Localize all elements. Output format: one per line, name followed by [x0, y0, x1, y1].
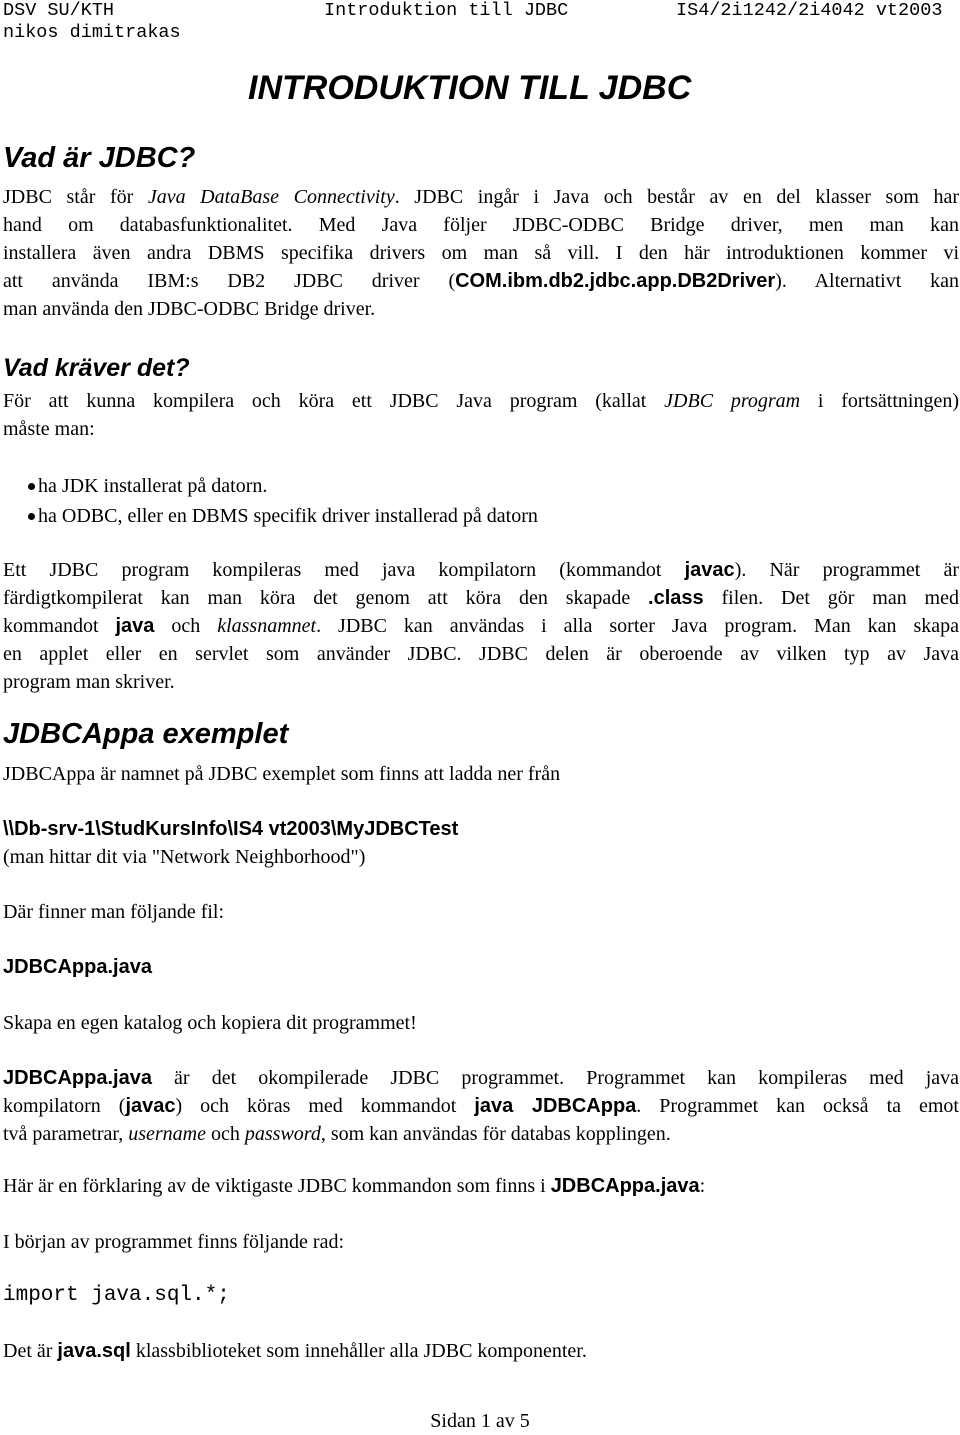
code-line	[3, 1282, 959, 1310]
bullet-icon	[28, 513, 35, 520]
heading-what-is-jdbc: Vad är JDBC?	[3, 142, 196, 174]
path-text: \\Db-srv-1\StudKursInfo\IS4 vt2003\MyJDBCTest	[3, 818, 459, 840]
text-line: I början av programmet finns följande rad:	[3, 1231, 344, 1253]
heading-example: JDBCAppa exemplet	[3, 718, 289, 750]
paragraph-explain-program	[3, 1064, 959, 1148]
text-line: program man skriver.	[3, 671, 175, 693]
paragraph-file-intro	[3, 898, 959, 926]
text-line: JDBC står för Java DataBase Connectivity. JDBC ingår i Java och består av en del klasser som har	[3, 186, 959, 208]
header-doc-title: Introduktion till JDBC	[324, 0, 569, 21]
text-line: färdigtkompilerat kan man köra det genom att köra den skapade .class filen. Det gör man med	[3, 587, 959, 609]
heading-requirements: Vad kräver det?	[3, 354, 190, 382]
text-line: JDBCAppa.java är det okompilerade JDBC programmet. Programmet kan kompileras med java	[3, 1067, 959, 1089]
text-line: en applet eller en servlet som använder JDBC. JDBC delen är oberoende av vilken typ av Java	[3, 643, 959, 665]
text-line: man använda den JDBC-ODBC Bridge driver.	[3, 298, 376, 320]
page-title: INTRODUKTION TILL JDBC	[248, 69, 692, 107]
paragraph-java-sql	[3, 1337, 959, 1365]
file-name	[3, 953, 959, 981]
paragraph-requirements	[3, 387, 959, 443]
text-line: att använda IBM:s DB2 JDBC driver (COM.ibm.db2.jdbc.app.DB2Driver). Alternativt kan	[3, 270, 959, 292]
code-text: import java.sql.*;	[3, 1284, 230, 1307]
header-org: DSV SU/KTH	[3, 0, 115, 21]
paragraph-what-is-jdbc	[3, 183, 959, 323]
bullet-icon	[28, 483, 35, 490]
paragraph-import-intro	[3, 1228, 959, 1256]
text-line: kommandot java och klassnamnet. JDBC kan användas i alla sorter Java program. Man kan skapa	[3, 615, 959, 637]
network-path	[3, 815, 959, 871]
header-author: nikos dimitrakas	[3, 22, 181, 43]
paragraph-example-intro	[3, 760, 959, 788]
text-line: Det är java.sql klassbiblioteket som innehåller alla JDBC komponenter.	[3, 1340, 587, 1362]
text-line: JDBCAppa.java	[3, 956, 152, 978]
paragraph-explanation	[3, 1172, 959, 1200]
text-line: JDBCAppa är namnet på JDBC exemplet som finns att ladda ner från	[3, 763, 561, 785]
text-line: två parametrar, username och password, som kan användas för databas kopplingen.	[3, 1123, 671, 1145]
paragraph-compile	[3, 556, 959, 696]
header-course: IS4/2i1242/2i4042 vt2003	[676, 0, 943, 21]
text-line: Ett JDBC program kompileras med java kompilatorn (kommandot javac). När programmet är	[3, 559, 959, 581]
text-line: Där finner man följande fil:	[3, 901, 225, 923]
text-line: För att kunna kompilera och köra ett JDBC Java program (kallat JDBC program i fortsättningen)	[3, 390, 959, 412]
text-line: Här är en förklaring av de viktigaste JDBC kommandon som finns i JDBCAppa.java:	[3, 1175, 706, 1197]
text-line: hand om databasfunktionalitet. Med Java följer JDBC-ODBC Bridge driver, men man kan	[3, 214, 959, 236]
text-line: installera även andra DBMS specifika drivers om man så vill. I den här introduktionen kommer vi	[3, 242, 959, 264]
path-note: (man hittar dit via "Network Neighborhood")	[3, 846, 366, 868]
page-number: Sidan 1 av 5	[430, 1410, 530, 1432]
text-line: kompilatorn (javac) och köras med kommandot java JDBCAppa. Programmet kan också ta emot	[3, 1095, 959, 1117]
text-line: måste man:	[3, 418, 95, 440]
text-line: Skapa en egen katalog och kopiera dit programmet!	[3, 1012, 417, 1034]
paragraph-copy	[3, 1009, 959, 1037]
